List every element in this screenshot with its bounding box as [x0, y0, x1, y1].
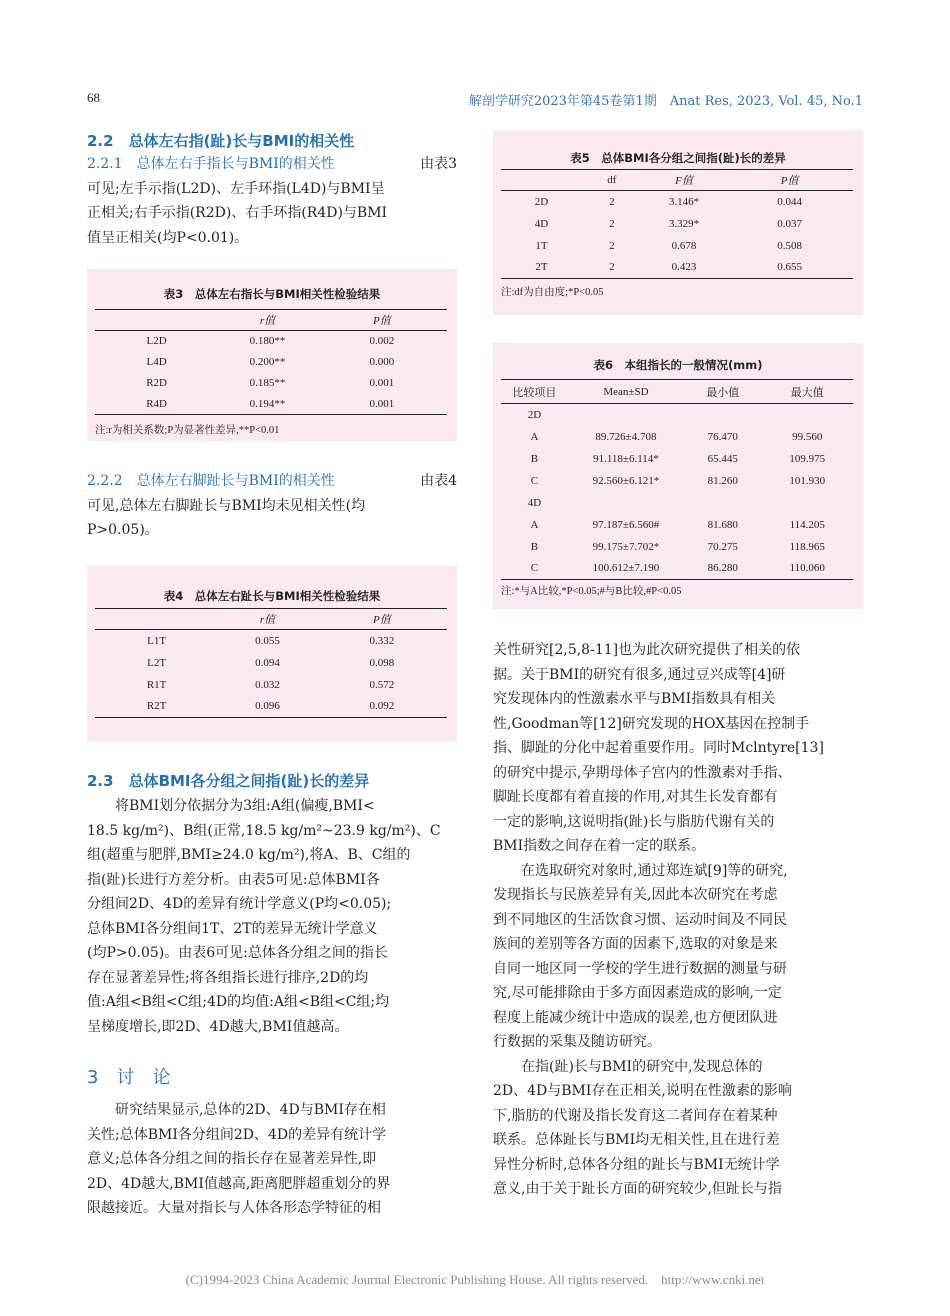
table-header: [501, 170, 582, 191]
table-row: 2T 2 0.423 0.655: [501, 257, 853, 279]
paragraph-line: 分组间2D、4D的差异有统计学意义(P均<0.05);: [87, 896, 392, 912]
table-row: R2D 0.185** 0.001: [146, 377, 395, 389]
paragraph-line: 异性分析时,总体各分组的趾长与BMI无统计学: [493, 1156, 780, 1173]
paragraph-line: 脚趾长度都有着直接的作用,对其生长发育都有: [493, 789, 778, 805]
table-row: R1T 0.032 0.572: [146, 678, 395, 691]
paragraph-line: 可见,总体左右脚趾长与BMI均未见相关性(均: [87, 497, 366, 514]
paragraph-line: BMI指数之间存在着一定的联系。: [493, 838, 706, 854]
paragraph-line: 指、脚趾的分化中起着重要作用。同时Mclntyre[13]: [493, 740, 824, 756]
table-row: 4D 2 3.329* 0.037: [534, 217, 802, 230]
paragraph-line: 限越接近。大量对指长与人体各形态学特征的相: [87, 1200, 381, 1216]
table-row: B 99.175±7.702* 70.275 118.965: [530, 540, 825, 553]
paragraph-line: 关性;总体BMI各分组间2D、4D的差异有统计学: [87, 1126, 387, 1143]
paragraph-line: 正相关;右手示指(R2D)、右手环指(R4D)与BMI: [87, 205, 388, 221]
paragraph-line: 性,Goodman等[12]研究发现的HOX基因在控制手: [493, 715, 810, 732]
paragraph-line: 究发现体内的性激素水平与BMI指数具有相关: [493, 691, 776, 707]
table-6-note: 注:*与A比较,*P<0.05;#与B比较,#P<0.05: [501, 586, 682, 597]
paragraph-line: 联系。总体趾长与BMI均无相关性,且在进行差: [493, 1132, 780, 1148]
paragraph-line: 将BMI划分依据分为3组:A组(偏瘦,BMI<: [115, 798, 375, 814]
page-number: 68: [87, 90, 100, 105]
paragraph-line: 值呈正相关(均P<0.01)。: [87, 229, 249, 246]
table-row: L1T 0.055 0.332: [147, 634, 395, 647]
table-row: C 92.560±6.121* 81.260 101.930: [530, 474, 826, 487]
paragraph-line: 意义,由于关于趾长方面的研究较少,但趾长与指: [493, 1181, 782, 1197]
table-3-box: [87, 269, 457, 441]
section-2-2-1: [87, 152, 457, 250]
paragraph-line: 2D、4D越大,BMI值越高,距离肥胖超重划分的界: [87, 1175, 391, 1192]
table-header: r值: [259, 614, 276, 626]
section-2-2-1-title: 2.2.1 总体左右手指长与BMI的相关性: [87, 156, 335, 172]
table-row: R2T 0.096 0.092: [95, 696, 447, 718]
table-row: L2D 0.180** 0.002: [146, 335, 395, 348]
table-row: A 89.726±4.708 76.470 99.560: [530, 430, 823, 443]
table-3: [95, 309, 447, 415]
table-row: 4D: [527, 496, 542, 509]
table-row: 2D 2 3.146* 0.044: [534, 195, 802, 208]
paragraph-line: 由表4: [420, 473, 457, 489]
table-4-caption: 表4 总体左右趾长与BMI相关性检验结果: [163, 589, 381, 603]
paragraph-line: 总体BMI各分组间1T、2T的差异无统计学意义: [87, 920, 378, 937]
table-6-caption: 表6 本组指长的一般情况(mm): [593, 358, 763, 372]
paragraph-line: 意义;总体各分组之间的指长存在显著差异性,即: [87, 1151, 377, 1167]
table-6-box: [493, 343, 863, 609]
paragraph-line: P>0.05)。: [87, 522, 159, 538]
paragraph-line: 一定的影响,这说明指(趾)长与脂肪代谢有关的: [493, 813, 775, 830]
table-header: [95, 609, 218, 630]
paragraph-line: 可见;左手示指(L2D)、左手环指(L4D)与BMI呈: [87, 180, 385, 197]
table-header: P值: [780, 175, 799, 187]
paragraph-line: 到不同地区的生活饮食习惯、运动时间及不同民: [493, 911, 787, 928]
table-3-note: 注:r为相关系数;P为显著性差异,**P<0.01: [95, 425, 280, 436]
paragraph-line: 指(趾)长进行方差分析。由表5可见:总体BMI各: [87, 871, 380, 888]
table-row: B 91.118±6.114* 65.445 109.975: [530, 452, 826, 465]
paragraph-line: 在选取研究对象时,通过郑连斌[9]等的研究,: [521, 862, 788, 879]
table-header: P值: [373, 614, 391, 626]
table-5-caption: 表5 总体BMI各分组之间指(趾)长的差异: [570, 151, 786, 165]
section-2-2-title: 2.2 总体左右指(趾)长与BMI的相关性: [87, 132, 355, 150]
paragraph-line: 的研究中提示,孕期母体子宫内的性激素对手指、: [493, 764, 792, 781]
table-row: L2T 0.094 0.098: [147, 656, 395, 669]
table-6: [501, 379, 853, 580]
table-header: df: [607, 174, 617, 186]
paragraph-line: 由表3: [420, 156, 457, 172]
table-header: Mean±SD: [603, 385, 649, 398]
paragraph-line: 组(超重与肥胖,BMI≥24.0 kg/m²),将A、B、C组的: [87, 847, 411, 863]
paragraph-line: 程度上能减少统计中造成的误差,也方便团队进: [493, 1009, 778, 1026]
paragraph-line: 族间的差别等各方面的因素下,选取的对象是来: [493, 936, 778, 952]
paragraph-line: 研究结果显示,总体的2D、4D与BMI存在相: [115, 1102, 386, 1118]
copyright-footer: (C)1994-2023 China Academic Journal Electronic Publishing House. All rights reserved. http://www.cnki.net: [185, 1272, 765, 1287]
paragraph-line: 在指(趾)长与BMI的研究中,发现总体的: [521, 1058, 763, 1075]
section-3-body: [87, 1098, 457, 1221]
table-row: R4D 0.194** 0.001: [95, 394, 447, 415]
paragraph-line: 2D、4D与BMI存在正相关,说明在性激素的影响: [493, 1083, 792, 1099]
table-5-note: 注:df为自由度;*P<0.05: [501, 287, 604, 298]
paragraph-line: 关性研究[2,5,8-11]也为此次研究提供了相关的依: [493, 642, 801, 658]
table-row: C 100.612±7.190 86.280 110.060: [501, 558, 853, 580]
table-row: A 97.187±6.560# 81.680 114.205: [530, 518, 825, 531]
discussion-right-column: [493, 638, 863, 1202]
table-4-box: [87, 566, 457, 742]
running-head: 解剖学研究2023年第45卷第1期 Anat Res, 2023, Vol. 45, No.1: [468, 94, 863, 109]
paragraph-line: 据。关于BMI的研究有很多,通过豆兴成等[4]研: [493, 666, 786, 683]
table-5-box: [493, 130, 863, 315]
table-header: 比较项目: [512, 386, 557, 399]
paragraph-line: 呈梯度增长,即2D、4D越大,BMI值越高。: [87, 1018, 349, 1035]
paragraph-line: 自同一地区同一学校的学生进行数据的测量与研: [493, 960, 787, 977]
paragraph-line: (均P>0.05)。由表6可见:总体各分组之间的指长: [87, 945, 388, 961]
table-row: 1T 2 0.678 0.508: [535, 239, 802, 252]
table-header: P值: [373, 315, 391, 327]
table-row: 2D: [527, 408, 542, 421]
table-header: [95, 310, 218, 331]
table-header: 最小值: [706, 386, 740, 399]
table-header: F值: [675, 175, 693, 187]
table-3-caption: 表3 总体左右指长与BMI相关性检验结果: [163, 287, 381, 301]
table-5: [501, 169, 853, 279]
paragraph-line: 下,脂肪的代谢及指长发育这二者间存在着某种: [493, 1107, 778, 1124]
paragraph-line: 发现指长与民族差异有关,因此本次研究在考虑: [493, 887, 778, 903]
paragraph-line: 行数据的采集及随访研究。: [493, 1034, 661, 1050]
section-3-title: 3 讨 论: [87, 1067, 171, 1088]
table-row: L4D 0.200** 0.000: [146, 356, 395, 368]
section-2-3-body: [87, 794, 457, 1039]
paragraph-line: 18.5 kg/m²)、B组(正常,18.5 kg/m²~23.9 kg/m²)、C: [87, 822, 441, 839]
section-2-2-2: [87, 469, 457, 543]
paragraph-line: 究,尽可能排除由于多方面因素造成的影响,一定: [493, 985, 782, 1001]
table-header: r值: [259, 315, 276, 327]
table-header: 最大值: [790, 386, 824, 399]
section-2-3-title: 2.3 总体BMI各分组之间指(趾)长的差异: [87, 772, 370, 790]
section-2-2-2-title: 2.2.2 总体左右脚趾长与BMI的相关性: [87, 473, 335, 489]
paragraph-line: 存在显著差异性;将各组指长进行排序,2D的均: [87, 969, 369, 986]
paragraph-line: 值:A组<B组<C组;4D的均值:A组<B组<C组;均: [87, 994, 390, 1010]
table-4: [95, 608, 447, 718]
